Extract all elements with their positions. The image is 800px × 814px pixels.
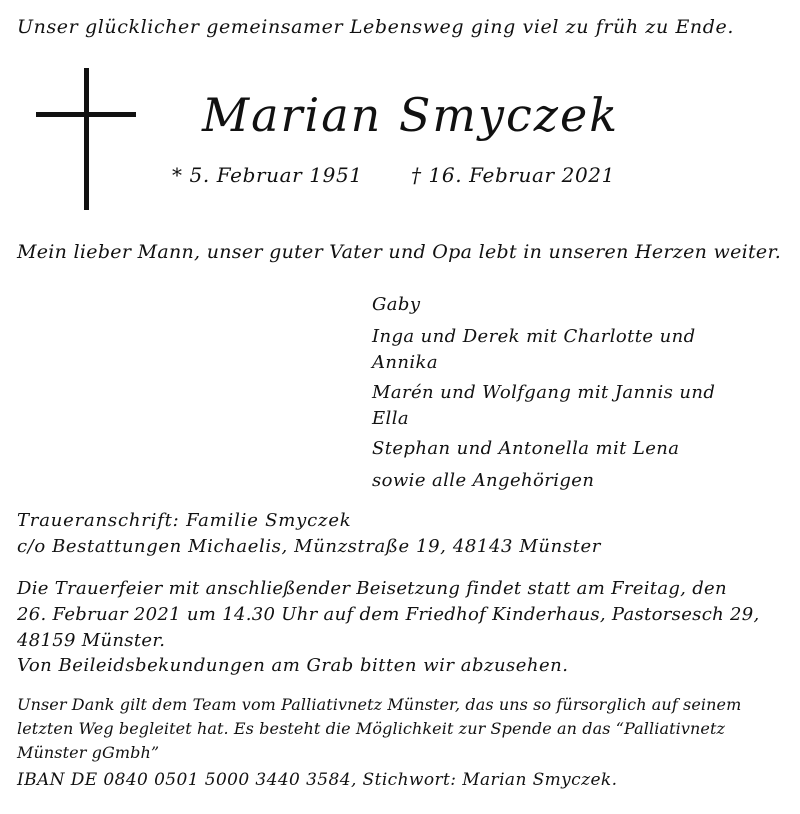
donation-iban: IBAN DE 0840 0501 5000 3440 3584, Stichwort: Marian Smyczek. (17, 770, 618, 790)
service-line: 26. Februar 2021 um 14.30 Uhr auf dem Friedhof Kinderhaus, Pastorsesch 29, (17, 604, 760, 625)
mourner-entry: Marén und Wolfgang mit Jannis und Ella (372, 382, 716, 429)
birth-date: * 5. Februar 1951 (172, 163, 363, 187)
mourner-entry: Stephan und Antonella mit Lena (372, 438, 680, 459)
mourner-entry: Inga und Derek mit Charlotte und Annika (372, 326, 696, 373)
condolence-note: Von Beileidsbekundungen am Grab bitten wir abzusehen. (17, 655, 569, 676)
deceased-name: Marian Smyczek (202, 88, 620, 142)
thanks-line: Unser Dank gilt dem Team vom Palliativnetz Münster, das uns so fürsorglich auf seinem (17, 695, 742, 714)
memory-line: Mein lieber Mann, unser guter Vater und Opa lebt in unseren Herzen weiter. (17, 241, 782, 263)
service-line: Die Trauerfeier mit anschließender Beisetzung findet statt am Freitag, den (17, 578, 727, 599)
thanks-line: letzten Weg begleitet hat. Es besteht die Möglichkeit zur Spende an das “Palliativnetz (17, 719, 725, 738)
service-line: 48159 Münster. (17, 630, 166, 651)
mourners-list (372, 292, 747, 500)
death-date: † 16. Februar 2021 (411, 163, 615, 187)
mourner-entry: Gaby (372, 294, 421, 315)
funeral-service-text (17, 576, 787, 654)
thanks-line: Münster gGmbh” (17, 743, 160, 762)
thanks-text (17, 693, 797, 765)
mourner-entry: sowie alle Angehörigen (372, 470, 595, 491)
cross-icon (36, 68, 136, 210)
mourning-address-label: Traueranschrift: Familie Smyczek (17, 510, 352, 531)
intro-line: Unser glücklicher gemeinsamer Lebensweg ging viel zu früh zu Ende. (17, 16, 735, 38)
mourning-address: c/o Bestattungen Michaelis, Münzstraße 19, 48143 Münster (17, 536, 601, 557)
